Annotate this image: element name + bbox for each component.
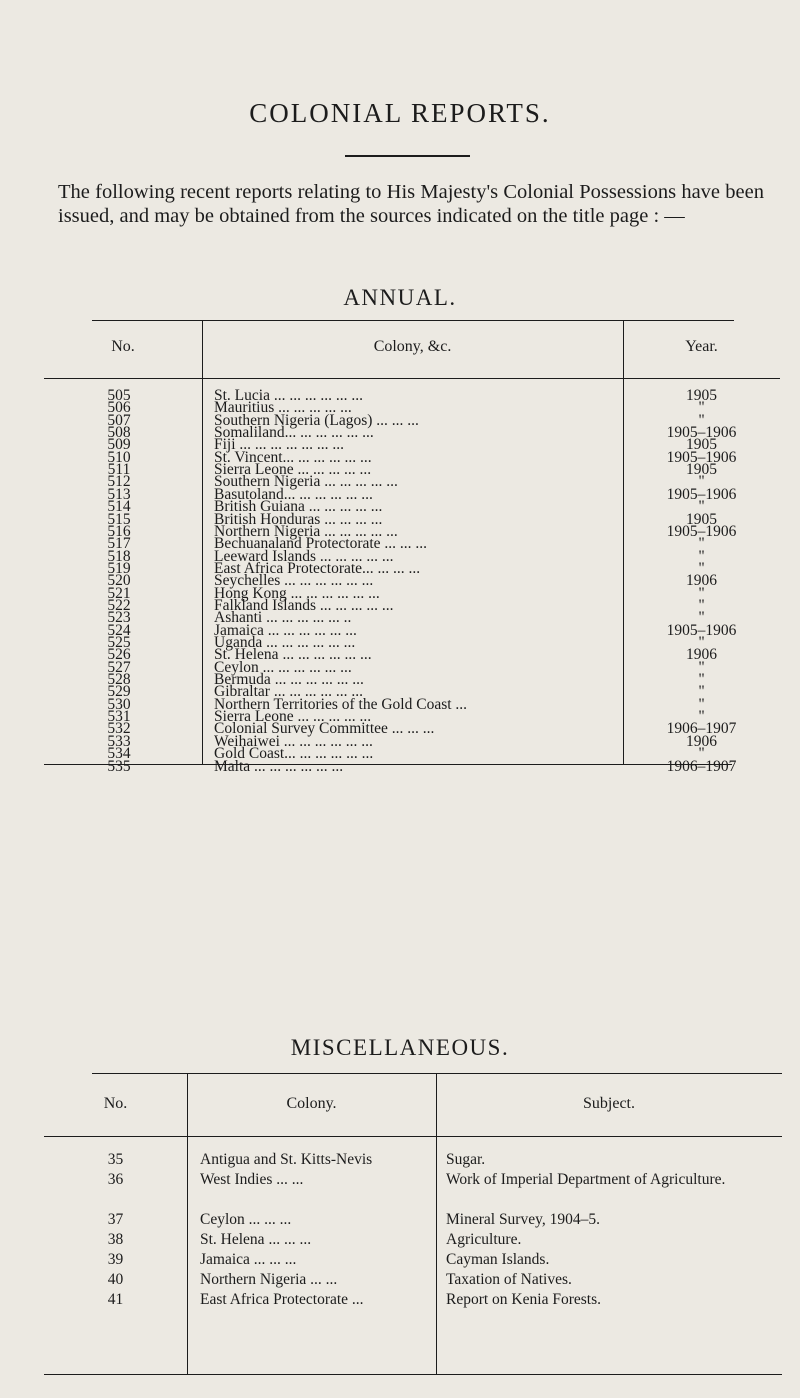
annual-row-colony: Bermuda ... ... ... ... ... ... [214, 671, 364, 689]
annual-row-year: 1905 [686, 510, 717, 528]
misc-row-no: 40 [107, 1271, 124, 1288]
annual-row-colony: Colonial Survey Committee ... ... ... [214, 720, 435, 738]
misc-row-colony: West Indies ... ... [200, 1171, 304, 1188]
annual-section-title: ANNUAL. [343, 285, 457, 310]
misc-row-no: 38 [107, 1231, 124, 1248]
annual-row-colony: Mauritius ... ... ... ... ... [214, 399, 352, 417]
misc-row-no: 36 [107, 1171, 124, 1188]
annual-row-no: 519 [107, 559, 131, 577]
annual-col-no: No. [111, 338, 135, 355]
annual-row-year: " [698, 411, 705, 429]
annual-row-no: 531 [107, 708, 131, 726]
annual-row-colony: Malta ... ... ... ... ... ... [214, 757, 344, 775]
annual-row-no: 520 [107, 572, 131, 590]
misc-row-colony: East Africa Protectorate ... [200, 1291, 364, 1308]
annual-table-top-rule [92, 320, 734, 321]
misc-header-rule [44, 1136, 782, 1137]
annual-row-year: " [698, 596, 705, 614]
misc-row-colony: Antigua and St. Kitts-Nevis [200, 1151, 373, 1168]
annual-row-no: 509 [107, 436, 131, 454]
annual-row-year: 1906 [686, 646, 717, 664]
annual-row-no: 510 [107, 448, 131, 466]
annual-row-colony: Southern Nigeria ... ... ... ... ... [214, 473, 398, 491]
misc-row-no: 41 [107, 1291, 124, 1308]
annual-row-year: 1906 [686, 732, 717, 750]
annual-row-year: 1905 [686, 387, 717, 404]
annual-row-colony: Seychelles ... ... ... ... ... ... [214, 572, 374, 590]
misc-row-colony: Northern Nigeria ... ... [200, 1271, 338, 1288]
misc-col-divider-2 [436, 1073, 437, 1374]
annual-row-year: " [698, 695, 705, 713]
misc-row-colony: St. Helena ... ... ... [200, 1231, 312, 1248]
annual-row-colony: Bechuanaland Protectorate ... ... ... [214, 535, 428, 553]
misc-row-subject: Report on Kenia Forests. [446, 1291, 601, 1308]
annual-row-no: 525 [107, 634, 131, 651]
misc-row-subject: Mineral Survey, 1904–5. [446, 1211, 600, 1228]
annual-row-no: 524 [107, 621, 131, 639]
annual-col-divider-1 [202, 320, 203, 764]
annual-row-colony: British Honduras ... ... ... ... [214, 510, 383, 528]
annual-row-colony: Northern Territories of the Gold Coast ... [214, 695, 468, 713]
title-rule [345, 155, 470, 157]
annual-row-year: " [698, 609, 705, 627]
misc-row-no: 37 [107, 1211, 124, 1228]
annual-row-year: " [698, 498, 705, 516]
annual-row-no: 532 [107, 720, 131, 738]
annual-col-colony: Colony, &c. [373, 338, 452, 355]
misc-col-colony: Colony. [286, 1095, 337, 1112]
annual-row-colony: Fiji ... ... ... ... ... ... ... [214, 436, 345, 454]
annual-row-no: 522 [107, 596, 131, 614]
annual-row-no: 515 [107, 510, 131, 528]
annual-row-year: 1905 [686, 436, 717, 454]
annual-row-no: 521 [107, 584, 131, 602]
misc-table-top-rule [92, 1073, 782, 1074]
annual-row-year: " [698, 547, 705, 565]
annual-row-year: " [698, 473, 705, 491]
annual-col-year: Year. [685, 338, 718, 355]
annual-row-year: " [698, 671, 705, 689]
annual-row-no: 528 [107, 671, 131, 689]
annual-row-year: " [698, 584, 705, 602]
annual-row-year: " [698, 708, 705, 726]
misc-row-colony: Jamaica ... ... ... [200, 1251, 297, 1268]
annual-row-no: 512 [107, 473, 131, 491]
annual-row-colony: Uganda ... ... ... ... ... ... [214, 634, 356, 651]
annual-row-no: 530 [107, 695, 131, 713]
annual-row-colony: Southern Nigeria (Lagos) ... ... ... [214, 411, 419, 429]
annual-row-no: 534 [107, 745, 131, 763]
misc-row-subject: Work of Imperial Department of Agriculture. [446, 1171, 726, 1188]
annual-row-year: 1905–1906 [666, 485, 737, 503]
annual-row-no: 523 [107, 609, 131, 627]
annual-row-no: 513 [107, 485, 131, 503]
annual-row-year: 1905–1906 [666, 424, 737, 442]
annual-row-colony: Somaliland... ... ... ... ... ... [214, 424, 374, 442]
annual-row-no: 535 [107, 757, 131, 775]
annual-row-year: " [698, 634, 705, 651]
misc-section-title: MISCELLANEOUS. [290, 1035, 510, 1060]
misc-row-subject: Taxation of Natives. [446, 1271, 572, 1288]
misc-col-divider-1 [187, 1073, 188, 1374]
annual-row-colony: East Africa Protectorate... ... ... ... [214, 559, 421, 577]
misc-row-no: 35 [107, 1151, 124, 1168]
annual-row-no: 516 [107, 522, 131, 540]
annual-row-no: 514 [107, 498, 131, 516]
annual-row-colony: Gibraltar ... ... ... ... ... ... [214, 683, 363, 701]
annual-row-colony: Weihaiwei ... ... ... ... ... ... [214, 732, 373, 750]
annual-row-colony: Gold Coast... ... ... ... ... ... [214, 745, 374, 763]
annual-row-year: " [698, 745, 705, 763]
annual-row-colony: Sierra Leone ... ... ... ... ... [214, 461, 372, 479]
misc-row-subject: Sugar. [446, 1151, 486, 1168]
page-title: COLONIAL REPORTS. [249, 98, 551, 128]
misc-col-no: No. [103, 1095, 128, 1112]
annual-row-colony: Jamaica ... ... ... ... ... ... [214, 621, 357, 639]
misc-row-colony: Ceylon ... ... ... [200, 1211, 292, 1228]
annual-row-year: " [698, 658, 705, 676]
annual-row-no: 505 [107, 387, 131, 404]
annual-row-year: 1906–1907 [666, 720, 737, 738]
annual-row-year: " [698, 559, 705, 577]
annual-row-no: 529 [107, 683, 131, 701]
misc-row-subject: Agriculture. [446, 1231, 522, 1248]
annual-row-year: 1905 [686, 461, 717, 479]
annual-row-year: 1905–1906 [666, 621, 737, 639]
annual-row-colony: Ashanti ... ... ... ... ... .. [214, 609, 352, 627]
misc-col-subject: Subject. [583, 1095, 635, 1112]
annual-row-no: 507 [107, 411, 131, 429]
misc-row-subject: Cayman Islands. [446, 1251, 550, 1268]
annual-row-no: 533 [107, 732, 131, 750]
annual-row-colony: St. Vincent... ... ... ... ... ... [214, 448, 372, 466]
annual-row-colony: British Guiana ... ... ... ... ... [214, 498, 383, 516]
annual-row-year: " [698, 535, 705, 553]
misc-table-bottom-rule [44, 1374, 782, 1375]
annual-row-no: 506 [107, 399, 131, 417]
annual-row-no: 527 [107, 658, 131, 676]
annual-row-year: " [698, 399, 705, 417]
annual-row-no: 517 [107, 535, 131, 553]
annual-row-colony: Northern Nigeria ... ... ... ... ... [214, 522, 398, 540]
annual-row-colony: Sierra Leone ... ... ... ... ... [214, 708, 372, 726]
annual-row-colony: Leeward Islands ... ... ... ... ... [214, 547, 394, 565]
annual-row-year: 1905–1906 [666, 448, 737, 466]
annual-row-no: 526 [107, 646, 131, 664]
annual-row-colony: St. Lucia ... ... ... ... ... ... [214, 387, 363, 404]
misc-row-no: 39 [107, 1251, 124, 1268]
annual-row-no: 518 [107, 547, 131, 565]
annual-row-colony: Falkland Islands ... ... ... ... ... [214, 596, 394, 614]
annual-row-year: 1906 [686, 572, 717, 590]
annual-row-no: 511 [107, 461, 131, 479]
annual-row-year: 1906–1907 [666, 757, 737, 775]
annual-row-colony: Basutoland... ... ... ... ... ... [214, 485, 373, 503]
annual-row-no: 508 [107, 424, 131, 442]
annual-row-colony: St. Helena ... ... ... ... ... ... [214, 646, 372, 664]
annual-row-year: " [698, 683, 705, 701]
intro-paragraph: The following recent reports relating to His Majesty's Colonial Possessions have been issued, and may be obtained from the sources indicated on the title page : — [58, 181, 764, 227]
annual-row-colony: Hong Kong ... ... ... ... ... ... [214, 584, 380, 602]
annual-row-year: 1905–1906 [666, 522, 737, 540]
annual-header-rule [44, 378, 780, 379]
annual-row-colony: Ceylon ... ... ... ... ... ... [214, 658, 352, 676]
